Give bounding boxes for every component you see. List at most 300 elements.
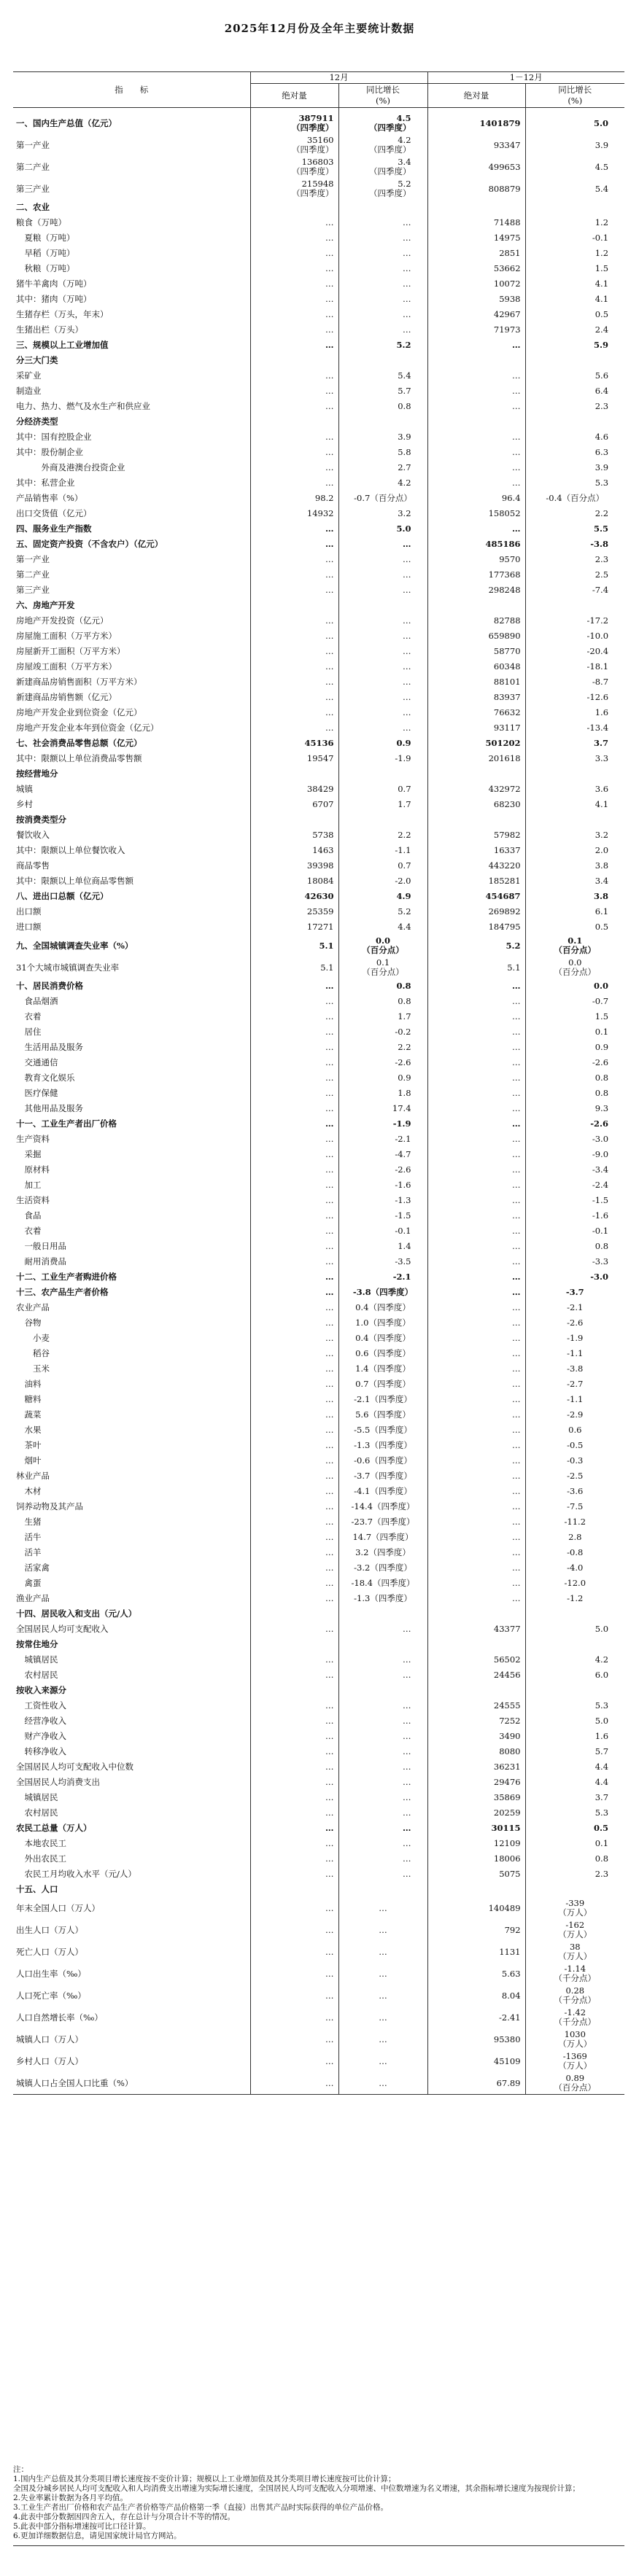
ytd-growth-cell: -9.0 [592, 1149, 609, 1159]
month-growth-cell: 5.0 [338, 521, 427, 537]
ytd-value-cell: … [427, 1560, 525, 1576]
ytd-value-cell: 71488 [427, 215, 525, 230]
month-growth-cell: -1.9 [338, 751, 427, 766]
month-value-cell: … [250, 1836, 338, 1851]
indicator-cell: 早稻（万吨） [13, 246, 250, 261]
month-value-cell: … [250, 1514, 338, 1530]
table-row [13, 736, 624, 751]
month-growth-cell: … [338, 1897, 427, 1919]
ytd-growth-cell: -0.5 [567, 1440, 584, 1450]
table-row [13, 1055, 624, 1070]
table-body [13, 108, 624, 2095]
ytd-value-cell: 12109 [427, 1836, 525, 1851]
table-row [13, 445, 624, 460]
ytd-value-cell: 96.4 [427, 491, 525, 506]
month-growth-cell: … [338, 1805, 427, 1821]
month-growth-cell: … [338, 261, 427, 276]
table-row [13, 1040, 624, 1055]
table-row [13, 521, 624, 537]
month-value-cell: … [250, 1775, 338, 1790]
indicator-cell: 城镇 [13, 782, 250, 797]
month-value-cell: … [250, 384, 338, 399]
table-row [13, 2072, 624, 2095]
month-value-cell: … [250, 1867, 338, 1882]
month-growth-cell: -3.5 [338, 1254, 427, 1269]
indicator-cell: 十、居民消费价格 [13, 978, 250, 994]
ytd-value-cell: … [427, 460, 525, 475]
ytd-value-cell: … [427, 399, 525, 414]
section-row [13, 1637, 624, 1652]
ytd-value-cell: 5.2 [427, 935, 525, 957]
table-row [13, 1162, 624, 1178]
month-value-cell: … [250, 994, 338, 1009]
indicator-cell: 教育文化娱乐 [13, 1070, 250, 1086]
table-row [13, 873, 624, 889]
ytd-growth-cell: 0.0 [594, 981, 609, 991]
ytd-value-cell: 45109 [427, 2050, 525, 2072]
ytd-value-cell: … [427, 1269, 525, 1285]
table-row [13, 629, 624, 644]
ytd-value-cell: 71973 [427, 322, 525, 338]
ytd-value-cell: 95380 [427, 2028, 525, 2050]
section-row [13, 200, 624, 215]
month-value-cell: … [250, 1086, 338, 1101]
ytd-growth-cell: 5.7 [595, 1746, 609, 1756]
section-row [13, 766, 624, 782]
ytd-value-cell: 432972 [427, 782, 525, 797]
month-growth-cell [338, 200, 427, 215]
ytd-value-cell: 201618 [427, 751, 525, 766]
indicator-cell: 按经营地分 [13, 766, 250, 782]
month-growth-cell: … [338, 1729, 427, 1744]
period-header-ytd: 1－12月 [427, 72, 624, 84]
month-value-cell: … [250, 521, 338, 537]
indicator-cell: 分经济类型 [13, 414, 250, 429]
ytd-growth-cell: 1.5 [595, 263, 609, 273]
growth-header-month: 同比增长 (%) [338, 84, 427, 108]
month-value-cell: 38429 [250, 782, 338, 797]
ytd-growth-cell: -7.4 [592, 585, 609, 595]
section-row [13, 1606, 624, 1622]
month-growth-cell: … [338, 246, 427, 261]
table-row [13, 1851, 624, 1867]
indicator-cell: 其中：国有控股企业 [13, 429, 250, 445]
ytd-growth-cell: -11.2 [564, 1517, 586, 1527]
month-growth-cell: 5.6（四季度） [338, 1407, 427, 1423]
month-growth-cell [338, 598, 427, 613]
indicator-cell: 生猪出栏（万头） [13, 322, 250, 338]
ytd-value-cell: 792 [427, 1919, 525, 1941]
indicator-cell: 第二产业 [13, 156, 250, 178]
indicator-cell: 城镇居民 [13, 1790, 250, 1805]
indicator-cell: 居住 [13, 1024, 250, 1040]
ytd-value-cell [427, 200, 525, 215]
month-value-cell: … [250, 674, 338, 690]
indicator-cell: 十一、工业生产者出厂价格 [13, 1116, 250, 1132]
indicator-cell: 七、社会消费品零售总额（亿元） [13, 736, 250, 751]
indicator-cell: 按常住地分 [13, 1637, 250, 1652]
table-row [13, 720, 624, 736]
month-growth-cell: … [338, 1941, 427, 1963]
table-row [13, 1652, 624, 1668]
table-row [13, 1591, 624, 1606]
table-row [13, 1897, 624, 1919]
indicator-cell: 进口额 [13, 919, 250, 935]
ytd-growth-cell: 2.8 [568, 1532, 582, 1542]
ytd-growth-cell [525, 1637, 624, 1652]
table-row [13, 1193, 624, 1208]
indicator-cell: 经营净收入 [13, 1713, 250, 1729]
table-row [13, 1530, 624, 1545]
ytd-value-cell: … [427, 1453, 525, 1468]
month-growth-cell: … [338, 629, 427, 644]
ytd-value-cell: 5.63 [427, 1963, 525, 1985]
ytd-growth-cell: -0.1 [592, 1226, 609, 1236]
month-growth-cell: -0.6（四季度） [338, 1453, 427, 1468]
indicator-cell: 食品 [13, 1208, 250, 1223]
month-value-cell: … [250, 978, 338, 994]
ytd-growth-cell: 6.1 [595, 906, 609, 917]
month-value-cell: … [250, 368, 338, 384]
ytd-value-cell: … [427, 1040, 525, 1055]
ytd-growth-cell: 3.9 [595, 139, 609, 150]
month-value-cell: 5.1 [250, 935, 338, 957]
stats-table-wrapper [13, 71, 624, 2095]
ytd-growth-cell: -0.4（百分点） [546, 493, 605, 503]
table-row [13, 1392, 624, 1407]
note-line-3: 2.失业率累计数据为各月平均值。 [13, 2494, 128, 2502]
ytd-growth-cell: 5.0 [595, 1716, 609, 1726]
table-row [13, 1805, 624, 1821]
table-row [13, 108, 624, 135]
ytd-growth-cell: 0.5 [595, 309, 609, 319]
table-row [13, 889, 624, 904]
month-growth-cell: 2.7 [338, 460, 427, 475]
ytd-value-cell: … [427, 368, 525, 384]
ytd-growth-cell [525, 1683, 624, 1698]
ytd-value-cell: … [427, 338, 525, 353]
table-row [13, 1545, 624, 1560]
table-row [13, 1963, 624, 1985]
table-row [13, 1086, 624, 1101]
table-row [13, 1453, 624, 1468]
indicator-cell: 加工 [13, 1178, 250, 1193]
table-row [13, 1331, 624, 1346]
ytd-value-cell [427, 812, 525, 828]
ytd-value-cell: … [427, 1086, 525, 1101]
month-value-cell: 14932 [250, 506, 338, 521]
indicator-cell: 九、全国城镇调查失业率（%） [13, 935, 250, 957]
ytd-growth-cell [525, 353, 624, 368]
ytd-value-cell: 8080 [427, 1744, 525, 1759]
ytd-value-cell: … [427, 994, 525, 1009]
month-growth-cell: 5.2 [338, 904, 427, 919]
ytd-growth-cell: 1.6 [595, 1731, 609, 1741]
month-growth-cell: 1.8 [338, 1086, 427, 1101]
month-growth-cell: 0.6（四季度） [338, 1346, 427, 1361]
ytd-value-cell [427, 766, 525, 782]
indicator-cell: 其中：限额以上单位消费品零售额 [13, 751, 250, 766]
ytd-growth-cell: -1.9 [567, 1333, 584, 1343]
month-value-cell: 25359 [250, 904, 338, 919]
month-value-cell [250, 598, 338, 613]
ytd-value-cell: … [427, 1254, 525, 1269]
table-row [13, 674, 624, 690]
table-row [13, 1223, 624, 1239]
month-growth-cell: 5.2 [338, 338, 427, 353]
month-growth-cell: … [338, 690, 427, 705]
month-growth-cell: -3.8（四季度） [338, 1285, 427, 1300]
month-value-cell: … [250, 1499, 338, 1514]
ytd-growth-cell: 0.1 （百分点） [554, 935, 597, 955]
ytd-value-cell: … [427, 1101, 525, 1116]
table-row [13, 1024, 624, 1040]
month-growth-cell: … [338, 1821, 427, 1836]
month-growth-cell: … [338, 674, 427, 690]
table-row [13, 537, 624, 552]
month-value-cell: 5.1 [250, 957, 338, 978]
indicator-cell: 生猪存栏（万头，年末） [13, 307, 250, 322]
indicator-cell: 乡村人口（万人） [13, 2050, 250, 2072]
ytd-growth-cell: 2.3 [595, 401, 609, 411]
table-row [13, 1315, 624, 1331]
table-row [13, 1836, 624, 1851]
ytd-value-cell: 5075 [427, 1867, 525, 1882]
month-growth-cell: 0.1 （百分点） [338, 957, 427, 978]
ytd-value-cell: … [427, 1009, 525, 1024]
ytd-growth-cell: 5.9 [594, 340, 609, 350]
stats-table [13, 71, 624, 2095]
month-growth-cell: … [338, 1790, 427, 1805]
month-value-cell: … [250, 1070, 338, 1086]
notes-title: 注： [13, 2465, 28, 2474]
ytd-value-cell: … [427, 1346, 525, 1361]
ytd-value-cell: 57982 [427, 828, 525, 843]
indicator-cell: 农民工月均收入水平（元/人） [13, 1867, 250, 1882]
indicator-cell: 房屋竣工面积（万平方米） [13, 659, 250, 674]
ytd-growth-cell: 0.5 [594, 1823, 609, 1833]
ytd-growth-cell [525, 1606, 624, 1622]
indicator-cell: 禽蛋 [13, 1576, 250, 1591]
ytd-value-cell: … [427, 1208, 525, 1223]
ytd-value-cell: 53662 [427, 261, 525, 276]
ytd-value-cell: 7252 [427, 1713, 525, 1729]
month-value-cell: … [250, 1178, 338, 1193]
month-value-cell: … [250, 705, 338, 720]
month-growth-cell: … [338, 322, 427, 338]
ytd-growth-cell: 0.8 [595, 1088, 609, 1098]
indicator-cell: 活家禽 [13, 1560, 250, 1576]
month-growth-cell: … [338, 1963, 427, 1985]
ytd-growth-cell: 3.9 [595, 462, 609, 472]
month-growth-cell: … [338, 1851, 427, 1867]
ytd-growth-cell: 3.2 [595, 830, 609, 840]
ytd-value-cell: 29476 [427, 1775, 525, 1790]
month-growth-cell: … [338, 1867, 427, 1882]
month-growth-cell: 0.4（四季度） [338, 1331, 427, 1346]
month-value-cell: … [250, 1919, 338, 1941]
table-row [13, 1468, 624, 1484]
month-value-cell [250, 1683, 338, 1698]
ytd-value-cell: 20259 [427, 1805, 525, 1821]
month-growth-cell: 3.2 [338, 506, 427, 521]
table-row [13, 1919, 624, 1941]
ytd-growth-cell: 2.3 [595, 1869, 609, 1879]
month-value-cell: … [250, 690, 338, 705]
ytd-growth-cell [525, 766, 624, 782]
indicator-cell: 城镇居民 [13, 1652, 250, 1668]
ytd-value-cell: … [427, 1162, 525, 1178]
ytd-value-cell: 485186 [427, 537, 525, 552]
month-growth-cell: 0.8 [338, 994, 427, 1009]
month-value-cell: … [250, 1101, 338, 1116]
indicator-cell: 衣着 [13, 1223, 250, 1239]
indicator-cell: 三、规模以上工业增加值 [13, 338, 250, 353]
table-row [13, 705, 624, 720]
ytd-growth-cell: 0.1 [595, 1027, 609, 1037]
month-growth-cell: 1.7 [338, 1009, 427, 1024]
table-row [13, 399, 624, 414]
ytd-value-cell: … [427, 978, 525, 994]
month-growth-cell: … [338, 1919, 427, 1941]
ytd-value-cell [427, 353, 525, 368]
ytd-growth-cell: -2.6 [590, 1118, 609, 1129]
month-growth-cell: 1.4（四季度） [338, 1361, 427, 1377]
ytd-value-cell: 60348 [427, 659, 525, 674]
indicator-cell: 其中：股份制企业 [13, 445, 250, 460]
indicator-cell: 秋粮（万吨） [13, 261, 250, 276]
table-row [13, 1622, 624, 1637]
table-row [13, 1101, 624, 1116]
indicator-cell: 第一产业 [13, 552, 250, 567]
table-row [13, 322, 624, 338]
month-value-cell: … [250, 1423, 338, 1438]
ytd-value-cell: … [427, 445, 525, 460]
ytd-growth-cell: 4.1 [595, 294, 609, 304]
month-value-cell: 19547 [250, 751, 338, 766]
ytd-value-cell: 158052 [427, 506, 525, 521]
ytd-value-cell: 3490 [427, 1729, 525, 1744]
ytd-growth-cell: -3.0 [592, 1134, 609, 1144]
month-value-cell: 35160 （四季度） [250, 134, 338, 156]
table-row [13, 1560, 624, 1576]
ytd-value-cell: 14975 [427, 230, 525, 246]
indicator-cell: 采矿业 [13, 368, 250, 384]
ytd-value-cell: 140489 [427, 1897, 525, 1919]
table-row [13, 828, 624, 843]
indicator-cell: 城镇人口占全国人口比重（%） [13, 2072, 250, 2095]
ytd-growth-cell: -3.8 [567, 1363, 584, 1374]
table-row [13, 1147, 624, 1162]
ytd-growth-cell: 4.4 [595, 1762, 609, 1772]
month-growth-cell: 1.0（四季度） [338, 1315, 427, 1331]
month-growth-cell: -0.7（百分点） [338, 491, 427, 506]
month-growth-cell: … [338, 705, 427, 720]
ytd-value-cell [427, 1606, 525, 1622]
ytd-growth-cell: -0.8 [567, 1547, 584, 1557]
ytd-value-cell: … [427, 1147, 525, 1162]
indicator-cell: 其中：限额以上单位商品零售额 [13, 873, 250, 889]
month-value-cell: … [250, 1315, 338, 1331]
ytd-value-cell: 499653 [427, 156, 525, 178]
month-growth-cell: 4.9 [338, 889, 427, 904]
month-value-cell: … [250, 1744, 338, 1759]
month-value-cell: … [250, 429, 338, 445]
month-growth-cell [338, 1882, 427, 1897]
ytd-growth-cell: 5.0 [594, 117, 609, 128]
ytd-growth-cell: -18.1 [586, 661, 609, 672]
month-growth-cell: -2.0 [338, 873, 427, 889]
ytd-growth-cell: -1.5 [592, 1195, 609, 1205]
month-growth-cell: 5.4 [338, 368, 427, 384]
indicator-cell: 全国居民人均可支配收入中位数 [13, 1759, 250, 1775]
ytd-value-cell: … [427, 1392, 525, 1407]
note-line-5: 4.此表中部分数据因四舍五入，存在总计与分项合计不等的情况。 [13, 2513, 236, 2521]
month-growth-cell: 5.7 [338, 384, 427, 399]
ytd-value-cell: … [427, 1239, 525, 1254]
table-row [13, 1576, 624, 1591]
month-growth-cell: -1.6 [338, 1178, 427, 1193]
month-growth-cell: -1.9 [338, 1116, 427, 1132]
ytd-value-cell [427, 1683, 525, 1698]
ytd-value-cell: 67.89 [427, 2072, 525, 2095]
ytd-value-cell: … [427, 1530, 525, 1545]
ytd-growth-cell: 4.5 [595, 161, 609, 172]
ytd-growth-cell: 6.0 [595, 1670, 609, 1680]
table-row [13, 1377, 624, 1392]
ytd-growth-cell: -0.7 [592, 996, 609, 1006]
month-value-cell: … [250, 276, 338, 292]
month-value-cell: … [250, 1377, 338, 1392]
indicator-cell: 本地农民工 [13, 1836, 250, 1851]
ytd-value-cell: … [427, 1331, 525, 1346]
indicator-cell: 其中：猪肉（万吨） [13, 292, 250, 307]
month-value-cell: … [250, 261, 338, 276]
month-value-cell: 387911 （四季度） [250, 108, 338, 135]
indicator-cell: 谷物 [13, 1315, 250, 1331]
month-value-cell: … [250, 1132, 338, 1147]
month-value-cell: … [250, 1941, 338, 1963]
month-growth-cell: … [338, 215, 427, 230]
month-growth-cell: … [338, 1744, 427, 1759]
ytd-growth-cell: -10.0 [586, 631, 609, 641]
indicator-cell: 活牛 [13, 1530, 250, 1545]
ytd-value-cell: … [427, 1361, 525, 1377]
month-growth-cell: 5.2 （四季度） [338, 178, 427, 200]
table-row [13, 178, 624, 200]
indicator-cell: 31个大城市城镇调查失业率 [13, 957, 250, 978]
month-value-cell: … [250, 1468, 338, 1484]
ytd-value-cell: 5.1 [427, 957, 525, 978]
table-row [13, 230, 624, 246]
indicator-cell: 八、进出口总额（亿元） [13, 889, 250, 904]
month-growth-cell: … [338, 1652, 427, 1668]
table-row [13, 134, 624, 156]
ytd-growth-cell: 0.8 [595, 1853, 609, 1864]
month-growth-cell: 14.7（四季度） [338, 1530, 427, 1545]
month-growth-cell: -5.5（四季度） [338, 1423, 427, 1438]
table-row [13, 1484, 624, 1499]
indicator-cell: 一般日用品 [13, 1239, 250, 1254]
month-growth-cell: … [338, 2050, 427, 2072]
month-growth-cell: 0.9 [338, 1070, 427, 1086]
ytd-growth-cell: 3.7 [595, 1792, 609, 1802]
month-growth-cell: -3.7（四季度） [338, 1468, 427, 1484]
indicator-cell: 林业产品 [13, 1468, 250, 1484]
ytd-growth-cell: 0.89 （百分点） [525, 2072, 624, 2095]
ytd-growth-cell: -3.8 [590, 539, 609, 549]
ytd-growth-cell: -2.1 [567, 1302, 584, 1312]
